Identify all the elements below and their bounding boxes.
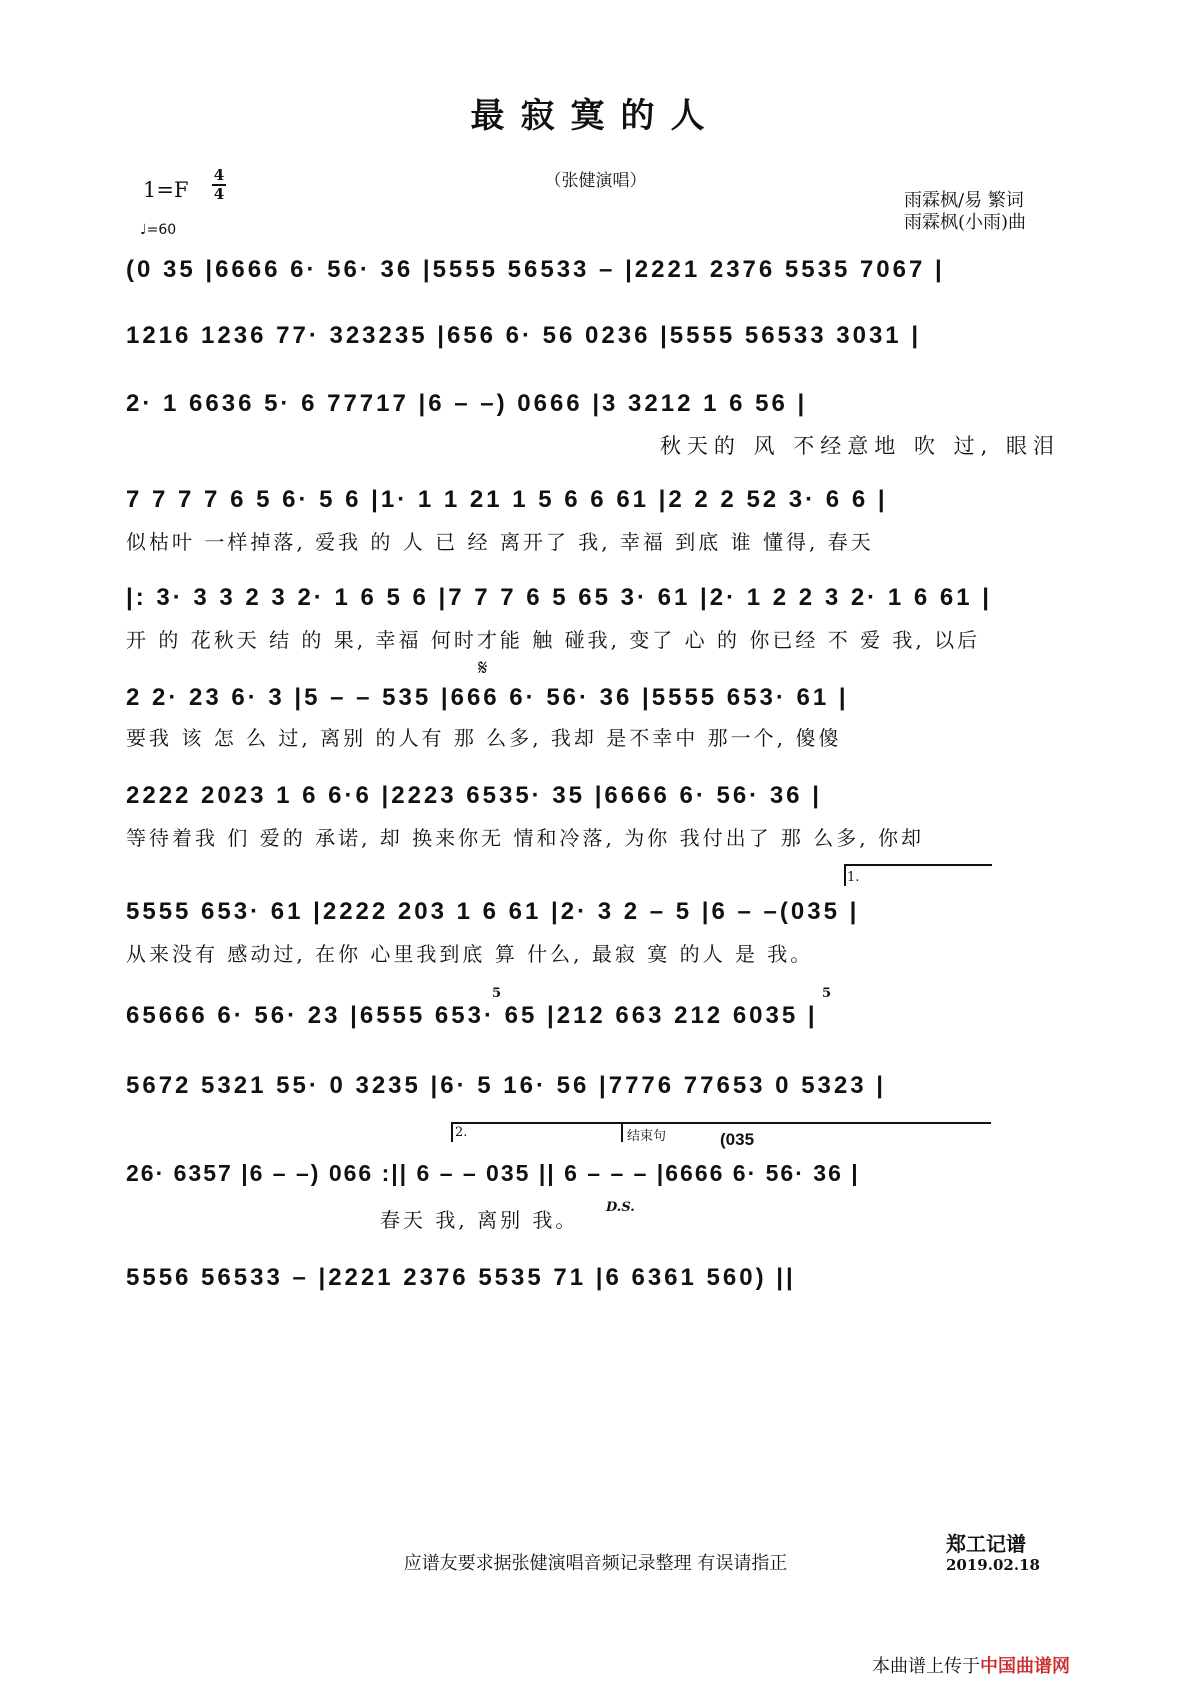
notation-line-12: 5556 56533 – |2221 2376 5535 71 |6 6361 560) || <box>126 1264 796 1291</box>
notation-line-2: 1216 1236 77· 323235 |656 6· 56 0236 |5555 56533 3031 | <box>126 322 922 349</box>
lyric-line-5: 开 的 花秋天 结 的 果, 幸福 何时才能 触 碰我, 变了 心 的 你已经 不 爱 我, 以后 <box>126 628 981 652</box>
grace-note-2: 5 <box>822 986 832 1001</box>
key-signature: 1=F <box>143 178 189 202</box>
time-signature-bottom: 4 <box>213 185 225 203</box>
volta-1-label: 1. <box>847 870 860 885</box>
notation-line-6: 2 2· 23 6· 3 |5 – – 535 |666 6· 56· 36 |5555 653· 61 | <box>126 684 849 711</box>
song-title: 最寂寞的人 <box>470 96 721 136</box>
lyricist-credit: 雨霖枫/易 繁词 <box>904 190 1024 211</box>
ending-bracket <box>621 1122 991 1142</box>
time-signature <box>212 168 226 202</box>
volta-1-bracket <box>844 864 992 886</box>
grace-note-1: 5 <box>492 986 502 1001</box>
notation-line-1: (0 35 |6666 6· 56· 36 |5555 56533 – |2221 2376 5535 7067 | <box>126 256 945 283</box>
transcription-date: 2019.02.18 <box>946 1556 1040 1574</box>
notation-line-4: 7 7 7 7 6 5 6· 5 6 |1· 1 1 21 1 5 6 6 61 |2 2 2 52 3· 6 6 | <box>126 486 888 513</box>
footer-text: 本曲谱上传于 <box>872 1656 980 1677</box>
notation-line-9: 65666 6· 56· 23 |6555 653· 65 |212 663 212 6035 | <box>126 1002 818 1029</box>
notation-line-7: 2222 2023 1 6 6·6 |2223 6535· 35 |6666 6· 56· 36 | <box>126 782 822 809</box>
volta-2-label: 2. <box>455 1125 468 1140</box>
lyric-line-7: 等待着我 们 爱的 承诺, 却 换来你无 情和冷落, 为你 我付出了 那 么多, 你却 <box>126 826 925 850</box>
notation-line-5: |: 3· 3 3 2 3 2· 1 6 5 6 |7 7 7 6 5 65 3· 61 |2· 1 2 2 3 2· 1 6 61 | <box>126 584 992 611</box>
ds-marker: D.S. <box>606 1200 635 1215</box>
composer-credit: 雨霖枫(小雨)曲 <box>904 212 1027 233</box>
pickup-notes: (035 <box>720 1130 755 1149</box>
segno-marker: 𝄋 <box>478 656 488 681</box>
notation-line-10: 5672 5321 55· 0 3235 |6· 5 16· 56 |7776 77653 0 5323 | <box>126 1072 886 1099</box>
footer-brand[interactable]: 中国曲谱网 <box>980 1656 1070 1677</box>
lyric-line-3: 秋天的 风 不经意地 吹 过, 眼泪 <box>659 434 1060 458</box>
lyric-line-11: 春天 我, 离别 我。 <box>380 1208 579 1232</box>
lyric-line-4: 似枯叶 一样掉落, 爱我 的 人 已 经 离开了 我, 幸福 到底 谁 懂得, 春天 <box>126 530 874 554</box>
notation-line-8: 5555 653· 61 |2222 203 1 6 61 |2· 3 2 – 5 |6 – –(035 | <box>126 898 860 925</box>
transcriber-signature: 郑工记谱 <box>946 1532 1026 1556</box>
time-signature-top: 4 <box>213 166 225 184</box>
performer-subtitle: （张健演唱） <box>544 171 647 191</box>
footer-watermark <box>872 1652 1070 1678</box>
transcription-note: 应谱友要求据张健演唱音频记录整理 有误请指正 <box>403 1553 788 1574</box>
ending-label: 结束句 <box>627 1129 667 1144</box>
lyric-line-8: 从来没有 感动过, 在你 心里我到底 算 什么, 最寂 寞 的人 是 我。 <box>126 942 814 966</box>
notation-line-11: 26· 6357 |6 – –) 066 :|| 6 – – 035 || 6 – – – |6666 6· 56· 36 | <box>126 1160 860 1186</box>
tempo-marking: ♩=60 <box>140 222 177 238</box>
lyric-line-6: 要我 该 怎 么 过, 离别 的人有 那 么多, 我却 是不幸中 那一个, 傻傻 <box>126 726 842 750</box>
volta-2-bracket <box>451 1122 621 1142</box>
notation-line-3: 2· 1 6636 5· 6 77717 |6 – –) 0666 |3 3212 1 6 56 | <box>126 390 808 417</box>
